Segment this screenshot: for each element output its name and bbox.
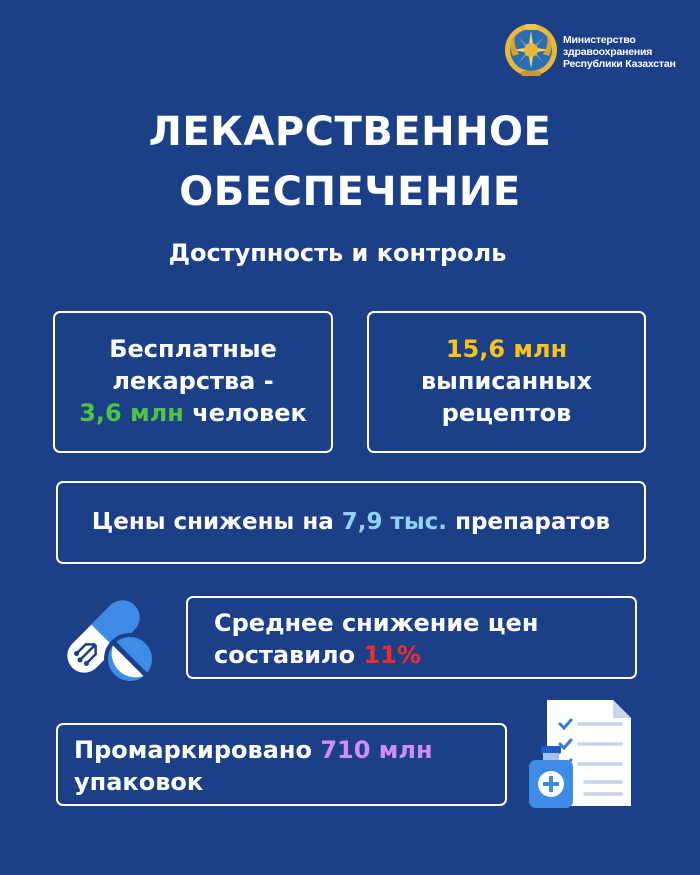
price-reduction-prefix: Цены снижены на <box>91 509 334 535</box>
page-subtitle: Доступность и контроль <box>168 239 507 267</box>
average-reduction-line2 <box>214 639 635 671</box>
marking-line1 <box>74 734 505 766</box>
prescription-document-icon <box>527 698 637 810</box>
prescriptions-value: 15,6 млн <box>445 335 568 363</box>
pills-icon <box>52 591 162 686</box>
price-reduction-card <box>56 481 646 564</box>
price-reduction-value: 7,9 тыс. <box>341 509 448 535</box>
ministry-name <box>563 34 676 70</box>
ministry-name-line: Министерство <box>563 34 636 46</box>
prescriptions-line3: рецептов <box>441 399 572 427</box>
prescriptions-line2: выписанных <box>420 367 593 395</box>
marking-line2: упаковок <box>74 768 204 796</box>
average-reduction-prefix: составило <box>214 641 356 669</box>
free-medicines-card <box>53 311 333 453</box>
ministry-name-line: здравоохранения <box>563 46 653 58</box>
kazakhstan-emblem-icon <box>503 22 559 78</box>
free-medicines-value: 3,6 млн <box>79 399 184 427</box>
average-reduction-card <box>186 596 637 679</box>
marking-prefix: Промаркировано <box>74 736 312 764</box>
marking-card <box>56 723 507 806</box>
free-medicines-suffix: человек <box>192 399 307 427</box>
page-title-line2: ОБЕСПЕЧЕНИЕ <box>179 169 521 215</box>
ministry-header <box>503 22 693 82</box>
page-title-line1: ЛЕКАРСТВЕННОЕ <box>148 109 552 155</box>
average-reduction-line1: Среднее снижение цен <box>214 609 539 637</box>
average-reduction-value: 11% <box>363 641 421 669</box>
price-reduction-suffix: препаратов <box>455 509 611 535</box>
free-medicines-line3 <box>55 397 331 429</box>
ministry-name-line: Республики Казахстан <box>563 58 676 70</box>
free-medicines-line1: Бесплатные <box>109 335 277 363</box>
marking-value: 710 млн <box>320 736 433 764</box>
free-medicines-line2: лекарства - <box>112 367 274 395</box>
prescriptions-card <box>367 311 646 453</box>
